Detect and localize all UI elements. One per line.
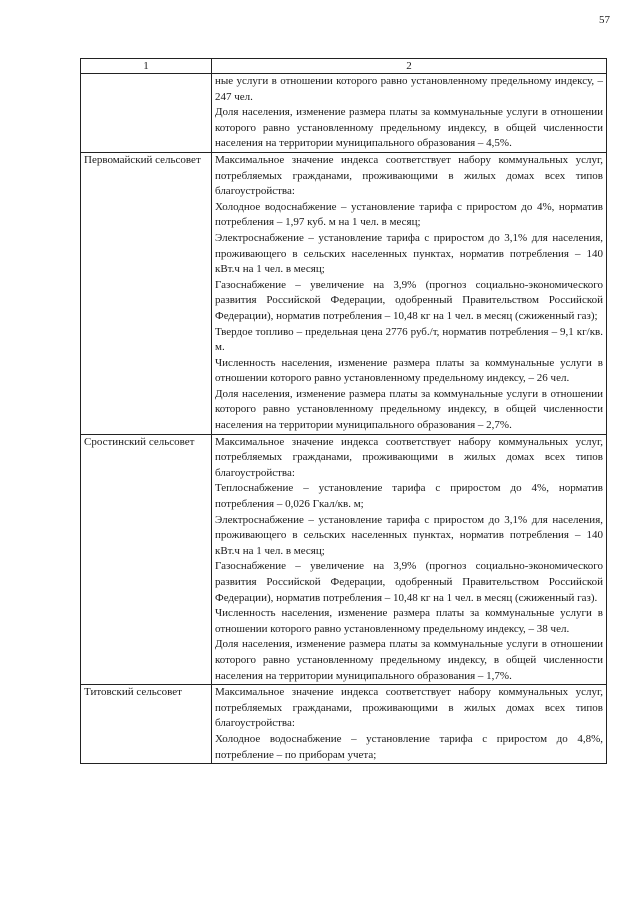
paragraph: Доля населения, изменение размера платы за коммунальные услуги в отношении которого равно установленному предельному индексу, в общей численности населения на территории муниципального образования – 1,7%.: [215, 638, 603, 682]
paragraph: Максимальное значение индекса соответствует набору коммунальных услуг, потребляемых гражданами, проживающими в жилых домах всех типов благоустройства:: [215, 686, 603, 730]
row-content: [212, 74, 607, 153]
municipality-name: [81, 74, 212, 153]
table-header-row: [81, 59, 607, 74]
table-row: [81, 685, 607, 764]
paragraph: Теплоснабжение – установление тарифа с приростом до 4%, норматив потребления – 0,026 Гкал/кв. м;: [215, 482, 603, 511]
column-header-2: 2: [212, 59, 607, 74]
row-content: [212, 434, 607, 685]
column-header-1: 1: [81, 59, 212, 74]
paragraph: Электроснабжение – установление тарифа с приростом до 3,1% для населения, проживающего в сельских населенных пунктах, норматив потребления – 140 кВт.ч на 1 чел. в месяц;: [215, 231, 603, 276]
page-number: 57: [599, 14, 610, 26]
paragraph: ные услуги в отношении которого равно установленному предельному индексу, – 247 чел.: [215, 75, 603, 103]
tariff-table: [80, 58, 607, 764]
paragraph: Газоснабжение – увеличение на 3,9% (прогноз социально-экономического развития Российской Федерации, одобренный Правительством Российской Федерации), норматив потребления – 10,48 кг на 1 чел. в месяц (сжиженный газ);: [215, 278, 603, 322]
paragraph: Холодное водоснабжение – установление тарифа с приростом до 4,8%, потребление – по приборам учета;: [215, 732, 603, 761]
municipality-name: Сростинский сельсовет: [81, 434, 212, 685]
row-content: [212, 685, 607, 764]
paragraph: Холодное водоснабжение – установление тарифа с приростом до 4%, норматив потребления – 1,97 куб. м на 1 чел. в месяц;: [215, 200, 603, 229]
paragraph: Электроснабжение – установление тарифа с приростом до 3,1% для населения, проживающего в сельских населенных пунктах, норматив потребления – 140 кВт.ч на 1 чел. в месяц;: [215, 513, 603, 557]
row-content: [212, 152, 607, 434]
paragraph: Доля населения, изменение размера платы за коммунальные услуги в отношении которого равно установленному предельному индексу, в общей численности населения на территории муниципального образования – 2,7%.: [215, 387, 603, 432]
table-row: [81, 152, 607, 434]
paragraph: Доля населения, изменение размера платы за коммунальные услуги в отношении которого равно установленному предельному индексу, в общей численности населения на территории муниципального образования – 4,5%.: [215, 106, 603, 150]
paragraph: Газоснабжение – увеличение на 3,9% (прогноз социально-экономического развития Российской Федерации, одобренный Правительством Российской Федерации), норматив потребления – 10,48 кг на 1 чел. в месяц (сжиженный газ).: [215, 560, 603, 604]
paragraph: Численность населения, изменение размера платы за коммунальные услуги в отношении которого равно установленному предельному индексу, – 38 чел.: [215, 607, 603, 635]
table-row: [81, 74, 607, 153]
table-row: [81, 434, 607, 685]
paragraph: Максимальное значение индекса соответствует набору коммунальных услуг, потребляемых гражданами, проживающими в жилых домах всех типов благоустройства:: [215, 435, 603, 479]
municipality-name: Первомайский сельсовет: [81, 152, 212, 434]
municipality-name: Титовский сельсовет: [81, 685, 212, 764]
paragraph: Максимальное значение индекса соответствует набору коммунальных услуг, потребляемых гражданами, проживающими в жилых домах всех типов благоустройства:: [215, 153, 603, 198]
paragraph: Численность населения, изменение размера платы за коммунальные услуги в отношении которого равно установленному предельному индексу, – 26 чел.: [215, 356, 603, 385]
paragraph: Твердое топливо – предельная цена 2776 руб./т, норматив потребления – 9,1 кг/кв. м.: [215, 325, 603, 354]
